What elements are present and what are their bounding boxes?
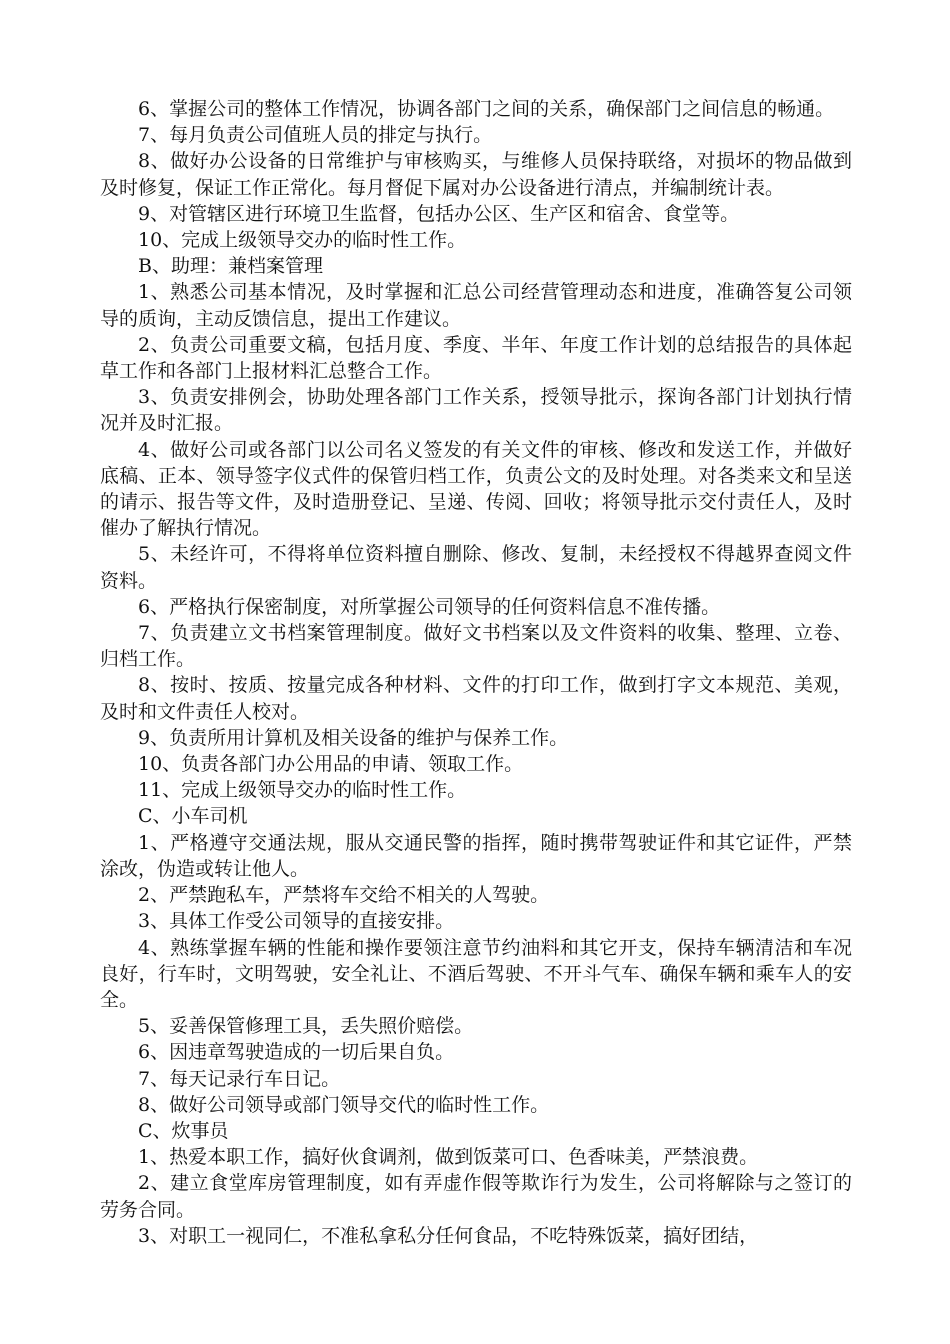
paragraph: 1、熟悉公司基本情况，及时掌握和汇总公司经营管理动态和进度，准确答复公司领导的质询，主动反馈信息，提出工作建议。 bbox=[100, 281, 852, 330]
paragraph: 7、每天记录行车日记。 bbox=[138, 1067, 341, 1090]
paragraph: 3、具体工作受公司领导的直接安排。 bbox=[138, 910, 455, 933]
paragraph: 1、严格遵守交通法规，服从交通民警的指挥，随时携带驾驶证件和其它证件，严禁涂改，伪造或转让他人。 bbox=[100, 831, 852, 880]
paragraph: 3、负责安排例会，协助处理各部门工作关系，授领导批示，探询各部门计划执行情况并及时汇报。 bbox=[100, 386, 852, 435]
document-body bbox=[100, 96, 852, 1249]
section-heading: B、助理：兼档案管理 bbox=[138, 255, 323, 278]
paragraph: 1、热爱本职工作，搞好伙食调剂，做到饭菜可口、色香味美，严禁浪费。 bbox=[138, 1146, 759, 1169]
paragraph: 10、负责各部门办公用品的申请、领取工作。 bbox=[138, 753, 524, 776]
section-heading: C、炊事员 bbox=[138, 1119, 229, 1142]
paragraph: 10、完成上级领导交办的临时性工作。 bbox=[138, 229, 467, 252]
paragraph: 2、严禁跑私车，严禁将车交给不相关的人驾驶。 bbox=[138, 884, 550, 907]
paragraph: 6、掌握公司的整体工作情况，协调各部门之间的关系，确保部门之间信息的畅通。 bbox=[138, 98, 835, 120]
paragraph: 4、熟练掌握车辆的性能和操作要领注意节约油料和其它开支，保持车辆清洁和车况良好，行车时，文明驾驶，安全礼让、不酒后驾驶、不开斗气车、确保车辆和乘车人的安全。 bbox=[100, 936, 852, 1011]
paragraph: 5、妥善保管修理工具，丢失照价赔偿。 bbox=[138, 1015, 474, 1038]
paragraph: 5、未经许可，不得将单位资料擅自删除、修改、复制，未经授权不得越界查阅文件资料。 bbox=[100, 543, 852, 592]
paragraph: 9、负责所用计算机及相关设备的维护与保养工作。 bbox=[138, 726, 569, 749]
paragraph: 8、按时、按质、按量完成各种材料、文件的打印工作，做到打字文本规范、美观，及时和文件责任人校对。 bbox=[100, 674, 852, 723]
paragraph: 2、负责公司重要文稿，包括月度、季度、半年、年度工作计划的总结报告的具体起草工作和各部门上报材料汇总整合工作。 bbox=[100, 333, 852, 383]
paragraph: 4、做好公司或各部门以公司名义签发的有关文件的审核、修改和发送工作，并做好底稿、正本、领导签字仪式件的保管归档工作，负责公文的及时处理。对各类来文和呈送的请示、报告等文件，及时造册登记、呈递、传阅、回收；将领导批示交付责任人，及时催办了解执行情况。 bbox=[100, 438, 852, 540]
paragraph: 6、严格执行保密制度，对所掌握公司领导的任何资料信息不准传播。 bbox=[138, 595, 721, 618]
paragraph: 6、因违章驾驶造成的一切后果自负。 bbox=[138, 1041, 455, 1064]
paragraph: 9、对管辖区进行环境卫生监督，包括办公区、生产区和宿舍、食堂等。 bbox=[138, 202, 740, 225]
paragraph: 2、建立食堂库房管理制度，如有弄虚作假等欺诈行为发生，公司将解除与之签订的劳务合同。 bbox=[100, 1172, 852, 1221]
section-heading: C、小车司机 bbox=[138, 805, 248, 828]
paragraph: 7、负责建立文书档案管理制度。做好文书档案以及文件资料的收集、整理、立卷、归档工作。 bbox=[100, 622, 852, 671]
paragraph: 3、对职工一视同仁，不准私拿私分任何食品，不吃特殊饭菜，搞好团结， bbox=[138, 1224, 759, 1247]
paragraph: 8、做好公司领导或部门领导交代的临时性工作。 bbox=[138, 1093, 550, 1116]
paragraph: 11、完成上级领导交办的临时性工作。 bbox=[138, 779, 467, 802]
paragraph: 7、每月负责公司值班人员的排定与执行。 bbox=[138, 124, 493, 147]
paragraph: 8、做好办公设备的日常维护与审核购买，与维修人员保持联络，对损坏的物品做到及时修复，保证工作正常化。每月督促下属对办公设备进行清点，并编制统计表。 bbox=[100, 150, 852, 199]
